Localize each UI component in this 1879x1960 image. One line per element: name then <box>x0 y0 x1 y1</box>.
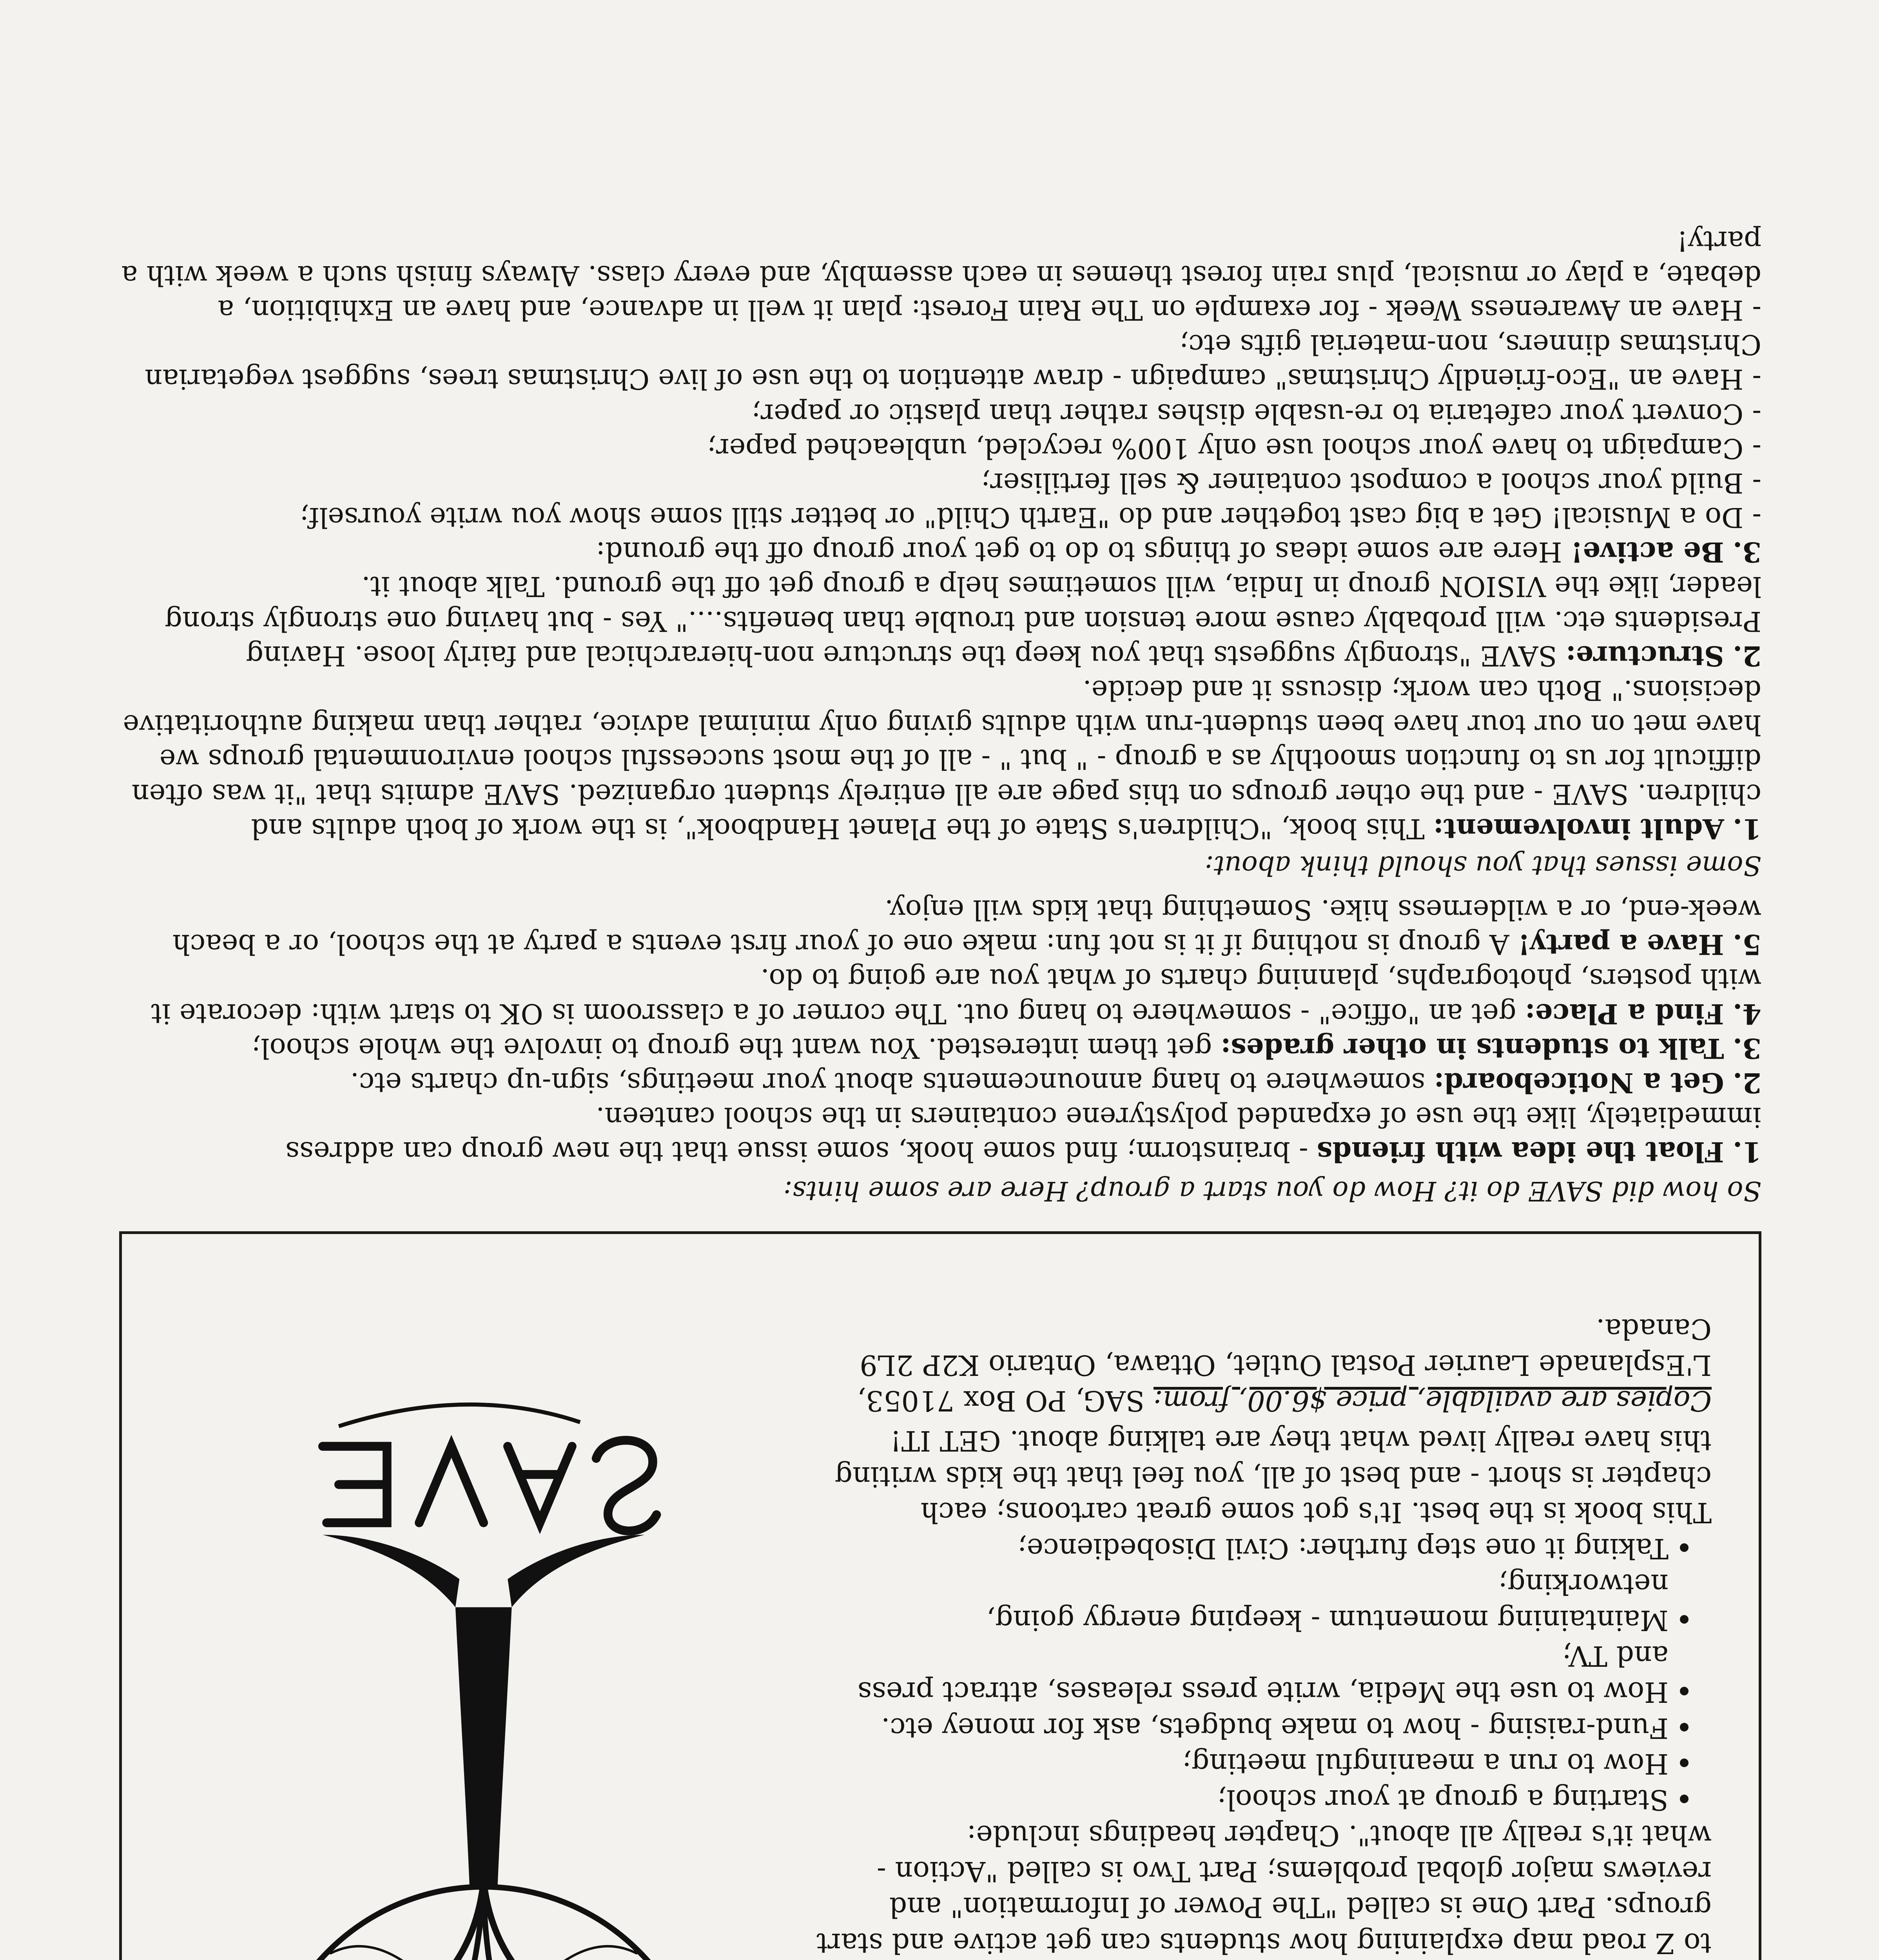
hint-number: 3. <box>1732 1032 1761 1065</box>
issue-lead: Structure: <box>1565 639 1724 672</box>
issue-lead: Adult involvement: <box>1433 812 1724 845</box>
active-idea-item: - Have an "Eco-friendly Christmas" campaign - draw attention to the use of live Christmas trees, suggest vegetarian Christmas dinners, non-material gifts etc; <box>145 328 1761 396</box>
hint-number: 4. <box>1732 997 1761 1030</box>
chapter-item: • How to run a meaningful meeting; <box>810 1746 1669 1782</box>
issues-list <box>119 535 1761 846</box>
save-paragraph-2: to Z road map explaining how students can get active and start groups. Part One is called "The Power of Information" and reviews major global problems; Part Two is called "Action - what it's really all about". Chapter headings include: <box>816 1819 1712 1960</box>
hint-lead: Float the idea with friends <box>1317 1136 1724 1169</box>
hint-text: somewhere to hang announcements about your meetings, sign-up charts etc. <box>350 1066 1434 1099</box>
active-idea-item: - Campaign to have your school use only 100% recycled, unbleached paper; <box>707 432 1761 465</box>
hint-item <box>119 962 1761 1031</box>
hint-number: 5. <box>1732 928 1761 961</box>
hint-lead: Talk to students in other grades: <box>1221 1032 1724 1065</box>
issue-number: 2. <box>1732 639 1761 672</box>
chapter-item: • Maintaining momentum - keeping energy going, networking; <box>810 1566 1669 1638</box>
hint-lead: Find a Place: <box>1525 997 1724 1030</box>
active-idea-item: - Convert your cafetaria to re-usable dishes rather than plastic or paper; <box>751 397 1761 430</box>
issue-item <box>119 535 1761 569</box>
issue-text: This book, "Children's State of the Planet Handbook", is the work of both adults and children. SAVE - and the other groups on this page are all entirely student organized. SAVE admits that "it was often difficult for us to function smoothly as a group - " but " - all of the most successful school environmental groups we have met on our tour have been student-run with adults giving only minimal advice, rather than making authoritative decisions." Both can work; discuss it and decide. <box>123 674 1761 845</box>
active-ideas-list <box>119 223 1761 535</box>
hint-text: get an "office" - somewhere to hang out. The corner of a classroom is OK to start with: decorate it with posters, photographs, planning charts of what you are going to do. <box>151 963 1761 1030</box>
copies-note: Copies are available, price $6.00, from: <box>1154 1385 1712 1417</box>
chapter-item: • Starting a group at your school; <box>810 1782 1669 1818</box>
hint-lead: Get a Noticeboard: <box>1434 1066 1724 1099</box>
hint-number: 2. <box>1732 1066 1761 1099</box>
hints-list <box>119 893 1761 1169</box>
copies-address-1: SAG, PO Box 71053, <box>857 1385 1145 1417</box>
issue-item <box>119 673 1761 846</box>
hint-number: 1. <box>1732 1136 1761 1169</box>
hint-item <box>119 1100 1761 1169</box>
hints-intro: So how did SAVE do it? How do you start a group? Here are some hints: <box>783 1175 1761 1206</box>
active-idea-item: - Do a Musical! Get a big cast together and do "Earth Child" or better still some show you write yourself; <box>299 501 1761 534</box>
chapter-item: • How to use the Media, write press releases, attract press and TV; <box>810 1638 1669 1710</box>
active-idea-item: - Have an Awareness Week - for example on The Rain Forest: plan it well in advance, and have an Exhibition, a debate, a play or musical, plus rain forest themes in each assembly, and every class. Always finish such a week with a party! <box>121 225 1761 326</box>
hint-item <box>119 893 1761 962</box>
issue-number: 1. <box>1732 812 1761 845</box>
chapter-list <box>810 1530 1712 1818</box>
issues-intro: Some issues that you should think about: <box>1204 849 1761 881</box>
hint-text: - brainstorm; find some hook, some issue that the new group can address immediately, like the use of expanded polystyrene containers in the school canteen. <box>285 1101 1761 1168</box>
hint-item <box>119 1031 1761 1065</box>
copies-address-2: L'Esplanade Laurier Postal Outlet, Ottawa, Ontario K2P 2L9 Canada. <box>860 1313 1712 1381</box>
hint-item <box>119 1065 1761 1100</box>
hint-lead: Have a party! <box>1518 928 1724 961</box>
page-content <box>119 223 1761 1960</box>
save-feature-box <box>119 1231 1761 1960</box>
tree-globe-illustration <box>165 1269 810 1960</box>
chapter-item: • Fund-raising - how to make budgets, ask for money etc. <box>810 1710 1669 1746</box>
issue-text: SAVE "strongly suggests that you keep the structure non-hierarchical and fairly loose. Having Presidents etc. will probably cause more tension and trouble than benefits...." Yes - but having one strongly strong leader, like the VISION group in India, will sometimes help a group get off the ground. Talk about it. <box>165 570 1761 672</box>
save-text-column <box>810 1269 1712 1960</box>
tree-illustration-area <box>165 1269 810 1960</box>
chapter-item: • Taking it one step further: Civil Disobedience; <box>810 1530 1669 1566</box>
hint-text: get them interested. You want the group to involve the whole school; <box>251 1032 1221 1064</box>
hint-text: A group is nothing if it is not fun: make one of your first events a party at the school, or a beach week-end, or a wilderness hike. Something that kids will enjoy. <box>172 894 1761 961</box>
active-idea-item: - Build your school a compost container & sell fertiliser; <box>981 466 1761 499</box>
copies-info <box>810 1311 1712 1419</box>
save-paragraph-3: This book is the best. It's got some great cartoons; each chapter is short - and best of all, you feel that the kids writing this have really lived what they are talking about. GET IT! <box>834 1424 1712 1529</box>
issue-text: Here are some ideas of things to do to get your group off the ground: <box>596 536 1571 568</box>
issue-number: 3. <box>1732 536 1761 569</box>
issue-item <box>119 569 1761 673</box>
issue-lead: Be active! <box>1571 536 1724 569</box>
